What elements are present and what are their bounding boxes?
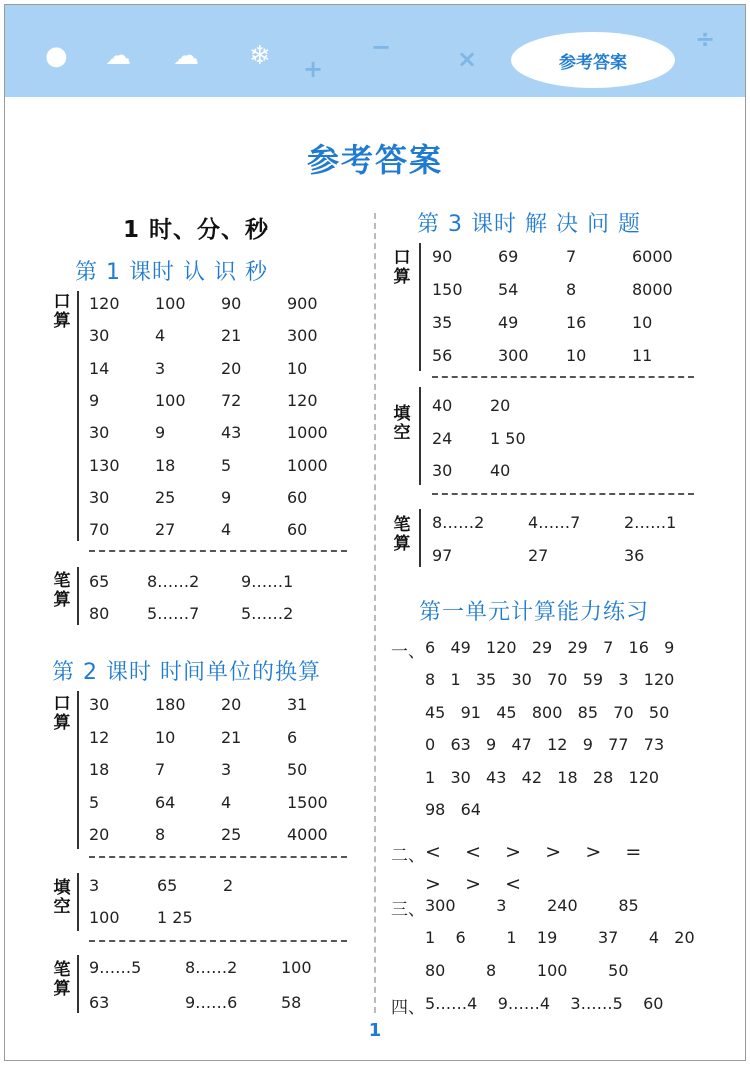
answer-value: 8……2 xyxy=(185,958,238,977)
answer-value: 9 xyxy=(89,390,100,410)
answer-value: 4 xyxy=(221,792,232,812)
answer-badge: 参考答案 xyxy=(511,32,675,88)
answer-value: 80 xyxy=(89,604,110,623)
answer-value: 27 xyxy=(528,546,549,565)
times-symbol: × xyxy=(457,45,478,73)
divide-symbol: ÷ xyxy=(695,25,716,53)
practice-answer-line: 8 1 35 30 70 59 3 120 xyxy=(425,670,675,690)
dashed-separator xyxy=(89,856,347,858)
answer-value: 21 xyxy=(221,727,242,747)
answer-value: 14 xyxy=(89,358,110,378)
lesson-1-title: 第 1 课时 认 识 秒 xyxy=(75,260,268,285)
answer-value: 6000 xyxy=(632,247,673,266)
answer-value: 5……2 xyxy=(241,604,294,623)
answer-value: 12 xyxy=(89,727,110,747)
answer-value: 30 xyxy=(432,461,453,480)
answer-value: 36 xyxy=(624,546,645,565)
section-label: 笔 算 xyxy=(393,515,411,554)
answer-value: 5 xyxy=(89,792,100,812)
answer-value: 49 xyxy=(498,313,519,332)
answer-value: 25 xyxy=(221,825,242,844)
answer-value: 21 xyxy=(221,326,242,346)
practice-answer-line: > > < xyxy=(425,873,522,896)
answer-value: 2……1 xyxy=(624,513,677,532)
dashed-separator xyxy=(432,376,694,378)
bracket-line xyxy=(77,873,79,931)
section-label: 口 算 xyxy=(393,248,411,287)
answer-value: 9 xyxy=(155,423,166,443)
answer-value: 4 xyxy=(155,326,166,346)
answer-value: 4000 xyxy=(287,825,328,844)
bracket-line xyxy=(77,691,79,849)
question-marker: 一、 xyxy=(391,642,425,662)
answer-value: 7 xyxy=(566,247,577,266)
answer-value: 3 xyxy=(155,358,166,378)
question-marker: 二、 xyxy=(391,846,425,866)
answer-value: 180 xyxy=(155,695,186,714)
dashed-separator xyxy=(89,940,347,942)
snowflake-icon: ❄ xyxy=(249,41,271,71)
answer-value: 20 xyxy=(221,358,242,378)
bracket-line xyxy=(419,509,421,567)
answer-value: 9 xyxy=(221,487,232,507)
answer-value: 120 xyxy=(89,294,120,313)
answer-value: 8……2 xyxy=(147,572,200,591)
question-marker: 三、 xyxy=(391,900,425,920)
answer-value: 63 xyxy=(89,993,110,1012)
answer-value: 10 xyxy=(566,346,587,365)
rain-cloud-icon: ☁ xyxy=(173,41,199,71)
practice-answer-line: 300 3 240 85 xyxy=(425,896,639,915)
page-title: 参考答案 xyxy=(306,141,443,179)
lesson-2-title: 第 2 课时 时间单位的换算 xyxy=(52,660,321,685)
bracket-line xyxy=(77,291,79,541)
section-label: 口 算 xyxy=(53,292,71,331)
practice-answer-line: 0 63 9 47 12 9 77 73 xyxy=(425,735,665,755)
practice-answer-line: 45 91 45 800 85 70 50 xyxy=(425,702,670,722)
answer-value: 27 xyxy=(155,520,176,540)
bracket-line xyxy=(419,387,421,485)
answer-value: 3 xyxy=(221,760,232,779)
answer-value: 7 xyxy=(155,760,166,779)
answer-value: 40 xyxy=(490,461,511,480)
answer-value: 1000 xyxy=(287,455,328,475)
section-label: 填 空 xyxy=(393,404,411,443)
answer-value: 54 xyxy=(498,280,519,299)
answer-value: 16 xyxy=(566,313,587,332)
answer-value: 9……1 xyxy=(241,572,294,591)
unit-title: 1 时、分、秒 xyxy=(123,217,270,243)
section-label: 口 算 xyxy=(53,694,71,733)
answer-value: 90 xyxy=(221,294,242,313)
answer-value: 24 xyxy=(432,428,453,448)
answer-value: 100 xyxy=(155,390,186,410)
answer-value: 65 xyxy=(89,572,110,591)
answer-value: 8……2 xyxy=(432,513,485,532)
answer-value: 8000 xyxy=(632,280,673,299)
answer-value: 9……5 xyxy=(89,958,142,977)
answer-value: 72 xyxy=(221,390,242,410)
answer-value: 4……7 xyxy=(528,513,581,532)
answer-value: 90 xyxy=(432,247,453,266)
practice-answer-line: 98 64 xyxy=(425,800,481,819)
practice-answer-line: 1 6 1 19 37 4 20 xyxy=(425,928,695,948)
answer-value: 8 xyxy=(566,280,577,299)
answer-value: 5……7 xyxy=(147,604,200,623)
sun-icon: ● xyxy=(45,41,68,71)
section-label: 笔 算 xyxy=(53,960,71,999)
answer-value: 40 xyxy=(432,396,453,415)
practice-answer-line: 6 49 120 29 29 7 16 9 xyxy=(425,638,675,657)
answer-value: 5 xyxy=(221,455,232,475)
column-divider xyxy=(374,213,376,1013)
answer-value: 100 xyxy=(89,908,120,927)
answer-value: 31 xyxy=(287,695,308,714)
answer-value: 50 xyxy=(287,760,308,779)
answer-value: 10 xyxy=(287,358,308,378)
answer-value: 30 xyxy=(89,326,110,346)
answer-value: 1500 xyxy=(287,792,328,812)
answer-value: 43 xyxy=(221,423,242,443)
answer-value: 70 xyxy=(89,520,110,540)
answer-value: 300 xyxy=(498,346,529,365)
unit-practice-title: 第一单元计算能力练习 xyxy=(419,600,650,625)
answer-value: 30 xyxy=(89,695,110,714)
answer-value: 10 xyxy=(155,727,176,747)
answer-value: 100 xyxy=(281,958,312,977)
practice-answer-line: < < > > > = xyxy=(425,841,642,863)
answer-value: 20 xyxy=(490,396,511,415)
answer-value: 65 xyxy=(157,876,178,895)
answer-value: 18 xyxy=(155,455,176,475)
dashed-separator xyxy=(89,550,347,552)
answer-value: 60 xyxy=(287,520,308,540)
answer-value: 60 xyxy=(287,487,308,507)
cloud-sun-icon: ☁ xyxy=(105,41,131,71)
answer-value: 1 50 xyxy=(490,428,526,448)
page-frame xyxy=(4,4,746,1061)
practice-answer-line: 5……4 9……4 3……5 60 xyxy=(425,994,664,1013)
answer-value: 97 xyxy=(432,546,453,565)
answer-value: 4 xyxy=(221,520,232,540)
answer-value: 3 xyxy=(89,876,100,895)
answer-value: 900 xyxy=(287,294,318,313)
answer-value: 30 xyxy=(89,423,110,443)
answer-value: 2 xyxy=(223,876,234,895)
answer-value: 25 xyxy=(155,487,176,507)
answer-value: 18 xyxy=(89,760,110,779)
answer-value: 300 xyxy=(287,326,318,346)
answer-value: 6 xyxy=(287,727,298,747)
minus-symbol: − xyxy=(371,33,392,61)
section-label: 笔 算 xyxy=(53,571,71,610)
bracket-line xyxy=(77,955,79,1013)
answer-value: 35 xyxy=(432,313,453,332)
question-marker: 四、 xyxy=(391,998,425,1018)
answer-value: 11 xyxy=(632,346,653,365)
answer-value: 64 xyxy=(155,792,176,812)
answer-value: 58 xyxy=(281,993,302,1012)
section-label: 填 空 xyxy=(53,878,71,917)
page-number: 1 xyxy=(368,1020,382,1041)
answer-value: 69 xyxy=(498,247,519,266)
practice-answer-line: 80 8 100 50 xyxy=(425,960,629,980)
answer-value: 1 25 xyxy=(157,908,193,927)
answer-value: 10 xyxy=(632,313,653,332)
answer-value: 30 xyxy=(89,487,110,507)
lesson-3-title: 第 3 课时 解 决 问 题 xyxy=(417,212,641,237)
dashed-separator xyxy=(432,493,694,495)
answer-value: 56 xyxy=(432,346,453,365)
header-banner xyxy=(5,5,745,97)
bracket-line xyxy=(419,243,421,371)
answer-value: 100 xyxy=(155,294,186,313)
answer-value: 20 xyxy=(89,825,110,844)
answer-value: 120 xyxy=(287,390,318,410)
answer-value: 130 xyxy=(89,455,120,475)
bracket-line xyxy=(77,567,79,625)
answer-value: 150 xyxy=(432,280,463,299)
answer-value: 9……6 xyxy=(185,993,238,1012)
plus-symbol: + xyxy=(303,55,324,83)
practice-answer-line: 1 30 43 42 18 28 120 xyxy=(425,767,660,787)
answer-value: 1000 xyxy=(287,423,328,443)
answer-value: 20 xyxy=(221,695,242,714)
answer-value: 8 xyxy=(155,825,166,844)
